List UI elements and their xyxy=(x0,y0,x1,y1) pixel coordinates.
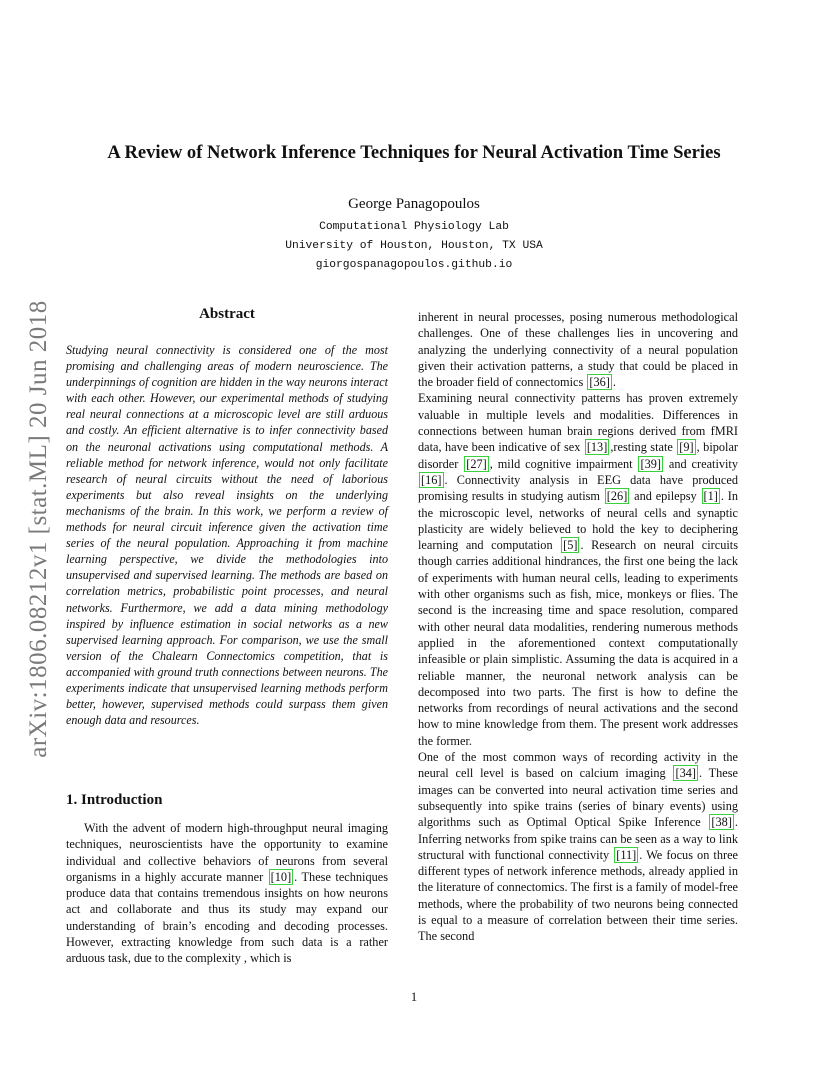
right-column-paragraph: One of the most common ways of recording activity in the neural cell level is based on calcium imaging [34] . These images can be converted into neural activation time series and subsequently into spike trains (series of binary events) using algorithms such as Optimal Optical Spike Inference [38] . Inferring networks from spike trains can be seen as a way to link structural with functional connectivity [11] . We focus on three different types of network inference methods, already applied in the literature of connectomics. The first is a family of model-free methods, where the probability of two neurons being connected is equal to a measure of correlation between their time series. The second xyxy=(418,750,738,944)
right-column-text xyxy=(418,309,738,945)
abstract-text: Studying neural connectivity is considered one of the most promising and challenging areas of modern neuroscience. The underpinnings of cognition are hidden in the way neurons interact with each other. However, our experimental methods of studying real neural connections at a microscopic level are still arduous and costly. An efficient alternative is to infer connectivity based on the neuronal activations using computational methods. A reliable method for network inference, would not only facilitate research of neural circuits without the need of laborious experiments but also reveal insights on the underlying mechanisms of the brain. In this work, we perform a review of methods for neural circuit inference given the activation time series of the neural population. Approaching it from machine learning perspective, we divide the methodologies into unsupervised and supervised learning. The methods are based on correlation metrics, probabilistic point processes, and neural networks. Furthermore, we add a data mining methodology inspired by influence estimation in social networks as a new supervised learning approach. For comparison, we use the small version of the Chalearn Connectomics competition, that is accompanied with ground truth connections between neurons. The experiments indicate that unsupervised learning methods perform better, however, supervised methods could surpass them given enough data and resources. xyxy=(66,343,388,728)
citation-link[interactable]: [5] xyxy=(563,538,578,553)
citation-link[interactable]: [13] xyxy=(586,440,608,455)
author-name: George Panagopoulos xyxy=(348,196,480,212)
citation-link[interactable]: [11] xyxy=(616,847,637,862)
affiliation-lab: Computational Physiology Lab xyxy=(319,221,509,233)
citation-link[interactable]: [27] xyxy=(466,456,487,471)
citation-link[interactable]: [16] xyxy=(421,472,442,487)
citation-link[interactable]: [1] xyxy=(703,489,718,504)
citation-link[interactable]: [10] xyxy=(270,869,292,884)
citation-link[interactable]: [36] xyxy=(589,375,610,390)
section-heading-introduction: 1. Introduction xyxy=(66,792,163,808)
arxiv-identifier xyxy=(22,284,56,774)
citation-link[interactable]: [9] xyxy=(679,440,694,455)
right-column-paragraph: Examining neural connectivity patterns has proven extremely valuable in multiple levels and modalities. Differences in connections between human brain regions derived from fMRI data, have been indicative of sex [13] ,resting state [9] , bipolar disorder [27] , mild cognitive impairment [39] and creativity [16] . Connectivity analysis in EEG data have produced promising results in studying autism [26] and epilepsy [1] . In the microscopic level, networks of neural cells and synaptic plasticity are widely believed to hold the key to deciphering learning and computation [5] . Research on neural circuits though carries additional hindrances, the first one being the lack of experiments with human neural cells, leading to experiments with other organisms such as fish, mice, monkeys or flies. The second is the increasing time and space resolution, compared with other neural data modalities, rendering numerous methods applied in the aforementioned context computationally infeasible or plain simplistic. Assuming the data is acquired in a reliable manner, the neuronal network analysis can be decomposed into two parts. The first is how to define the networks from recordings of neural activations and the second how to mine knowledge from them. The present work addresses the former. xyxy=(418,391,738,748)
paper-title: A Review of Network Inference Techniques for Neural Activation Time Series xyxy=(107,142,721,163)
citation-link[interactable]: [38] xyxy=(711,815,732,830)
arxiv-identifier-text: arXiv:1806.08212v1 [stat.ML] 20 Jun 2018 xyxy=(25,300,52,758)
right-column-paragraph: inherent in neural processes, posing numerous methodological challenges. One of these challenges lies in uncovering and analyzing the underlying connectivity of a neural population given their activation patterns, a study that could be placed in the broader field of connectomics [36] . xyxy=(418,310,738,390)
affiliation-website: giorgospanagopoulos.github.io xyxy=(315,259,513,271)
citation-link[interactable]: [26] xyxy=(606,489,628,504)
introduction-paragraph-left: With the advent of modern high-throughput neural imaging techniques, neuroscientists have the opportunity to examine individual and collective behaviors of neurons from several organisms in a highly accurate manner [10] . These techniques produce data that contains tremendous insights on how neurons act and collaborate and thus its study may expand our understanding of brain’s encoding and decoding processes. However, extracting knowledge from such data is a rather arduous task, due to the complexity , which is xyxy=(66,821,388,966)
citation-link[interactable]: [39] xyxy=(640,456,661,471)
affiliation-university: University of Houston, Houston, TX USA xyxy=(285,240,543,252)
citation-link[interactable]: [34] xyxy=(675,766,696,781)
abstract-heading: Abstract xyxy=(199,306,255,322)
affiliation-block xyxy=(60,218,768,275)
page-number: 1 xyxy=(410,990,418,1004)
